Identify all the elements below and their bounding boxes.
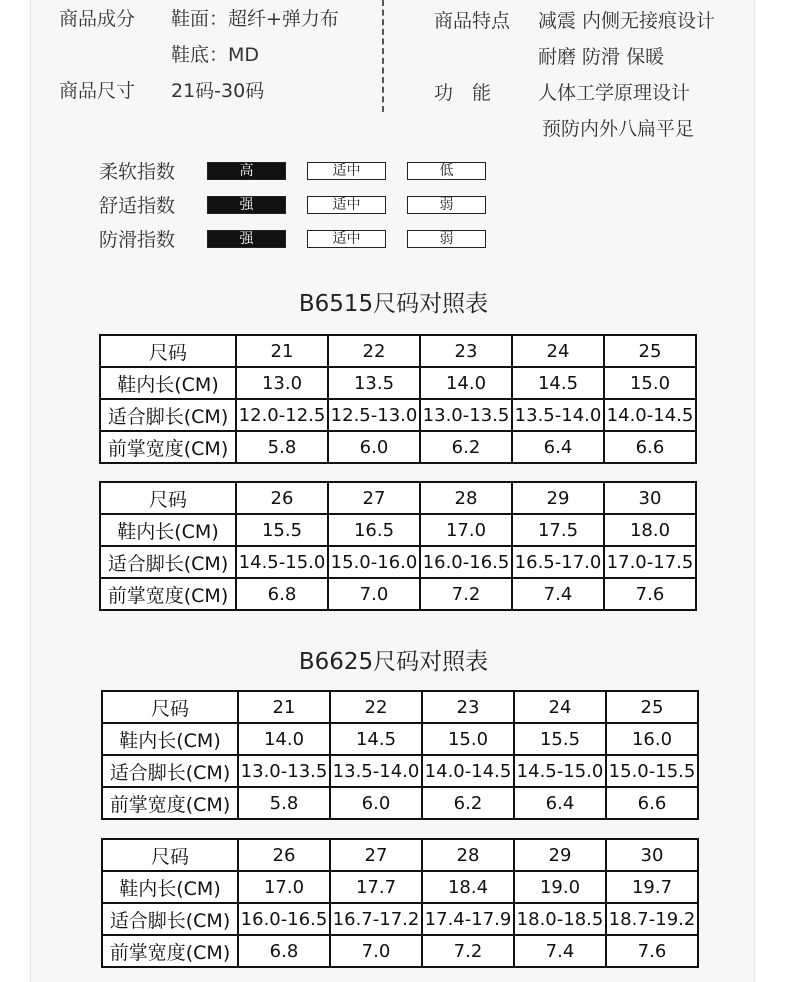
value-cell: 17.4-17.9	[422, 903, 514, 935]
table-row	[100, 335, 696, 367]
value-cell: 16.0-16.5	[420, 546, 512, 578]
value-cell: 6.6	[606, 787, 698, 819]
composition-label: 商品成分	[59, 8, 136, 30]
row-label-cell: 适合脚长(CM)	[102, 903, 238, 935]
index-option: 强	[207, 196, 286, 214]
value-cell: 6.8	[238, 935, 330, 967]
value-cell: 17.5	[512, 514, 604, 546]
size-cell: 30	[606, 839, 698, 871]
value-cell: 14.5-15.0	[514, 755, 606, 787]
value-cell: 6.4	[514, 787, 606, 819]
value-cell: 6.2	[422, 787, 514, 819]
b6625-size-table-1	[101, 690, 699, 820]
size-range: 21码-30码	[171, 80, 265, 102]
value-cell: 14.0	[420, 367, 512, 399]
size-cell: 25	[604, 335, 696, 367]
value-cell: 17.7	[330, 871, 422, 903]
b6625-chart-title: B6625尺码对照表	[298, 649, 489, 675]
row-label-cell: 鞋内长(CM)	[100, 514, 236, 546]
value-cell: 16.0	[606, 723, 698, 755]
size-cell: 29	[514, 839, 606, 871]
value-cell: 6.4	[512, 431, 604, 463]
value-cell: 12.5-13.0	[328, 399, 420, 431]
value-cell: 5.8	[238, 787, 330, 819]
size-cell: 23	[420, 335, 512, 367]
function-line-2: 预防内外八扁平足	[542, 118, 695, 140]
function-label: 功 能	[434, 82, 492, 104]
row-label-cell: 适合脚长(CM)	[100, 399, 236, 431]
value-cell: 17.0-17.5	[604, 546, 696, 578]
table-row	[102, 903, 698, 935]
table-row	[100, 399, 696, 431]
index-option: 高	[207, 162, 286, 180]
value-cell: 7.2	[422, 935, 514, 967]
value-cell: 6.6	[604, 431, 696, 463]
size-cell: 30	[604, 482, 696, 514]
size-cell: 22	[328, 335, 420, 367]
upper-material: 鞋面：超纤+弹力布	[171, 8, 339, 30]
size-cell: 26	[238, 839, 330, 871]
b6515-size-table-2	[99, 481, 697, 611]
index-label: 防滑指数	[99, 229, 176, 251]
index-option: 适中	[307, 162, 386, 180]
value-cell: 15.5	[236, 514, 328, 546]
value-cell: 14.5-15.0	[236, 546, 328, 578]
row-label-cell: 鞋内长(CM)	[102, 871, 238, 903]
size-cell: 24	[512, 335, 604, 367]
b6625-size-table-2	[101, 838, 699, 968]
table-row	[102, 691, 698, 723]
row-label-cell: 前掌宽度(CM)	[102, 787, 238, 819]
table-row	[100, 482, 696, 514]
value-cell: 13.5-14.0	[512, 399, 604, 431]
table-row	[100, 578, 696, 610]
function-line-1: 人体工学原理设计	[538, 82, 691, 104]
value-cell: 13.5-14.0	[330, 755, 422, 787]
size-cell: 28	[420, 482, 512, 514]
value-cell: 19.7	[606, 871, 698, 903]
table-row	[100, 514, 696, 546]
value-cell: 6.2	[420, 431, 512, 463]
index-option: 适中	[307, 230, 386, 248]
value-cell: 19.0	[514, 871, 606, 903]
value-cell: 16.5-17.0	[512, 546, 604, 578]
value-cell: 14.5	[330, 723, 422, 755]
table-row	[102, 755, 698, 787]
index-option: 弱	[407, 196, 486, 214]
size-label: 商品尺寸	[59, 80, 136, 102]
row-label-cell: 鞋内长(CM)	[102, 723, 238, 755]
size-cell: 21	[238, 691, 330, 723]
table-row	[102, 871, 698, 903]
row-label-cell: 前掌宽度(CM)	[102, 935, 238, 967]
index-option: 强	[207, 230, 286, 248]
value-cell: 15.0	[604, 367, 696, 399]
value-cell: 14.0-14.5	[604, 399, 696, 431]
value-cell: 14.0	[238, 723, 330, 755]
index-label: 柔软指数	[99, 161, 176, 183]
value-cell: 14.5	[512, 367, 604, 399]
size-cell: 26	[236, 482, 328, 514]
value-cell: 12.0-12.5	[236, 399, 328, 431]
size-cell: 25	[606, 691, 698, 723]
size-cell: 23	[422, 691, 514, 723]
value-cell: 17.0	[238, 871, 330, 903]
table-row	[100, 546, 696, 578]
table-row	[102, 935, 698, 967]
b6515-chart-title: B6515尺码对照表	[298, 291, 489, 317]
value-cell: 14.0-14.5	[422, 755, 514, 787]
sole-material: 鞋底：MD	[171, 44, 260, 66]
value-cell: 18.0-18.5	[514, 903, 606, 935]
value-cell: 15.0-16.0	[328, 546, 420, 578]
value-cell: 17.0	[420, 514, 512, 546]
size-header-cell: 尺码	[102, 839, 238, 871]
value-cell: 18.4	[422, 871, 514, 903]
size-cell: 24	[514, 691, 606, 723]
value-cell: 15.5	[514, 723, 606, 755]
value-cell: 13.0-13.5	[238, 755, 330, 787]
value-cell: 13.5	[328, 367, 420, 399]
value-cell: 6.0	[328, 431, 420, 463]
value-cell: 18.7-19.2	[606, 903, 698, 935]
value-cell: 7.6	[604, 578, 696, 610]
value-cell: 15.0-15.5	[606, 755, 698, 787]
size-cell: 27	[328, 482, 420, 514]
size-cell: 21	[236, 335, 328, 367]
size-cell: 22	[330, 691, 422, 723]
size-header-cell: 尺码	[102, 691, 238, 723]
value-cell: 15.0	[422, 723, 514, 755]
table-row	[102, 839, 698, 871]
row-label-cell: 适合脚长(CM)	[100, 546, 236, 578]
table-row	[102, 787, 698, 819]
value-cell: 13.0	[236, 367, 328, 399]
index-option: 弱	[407, 230, 486, 248]
row-label-cell: 前掌宽度(CM)	[100, 578, 236, 610]
row-label-cell: 鞋内长(CM)	[100, 367, 236, 399]
table-row	[100, 367, 696, 399]
value-cell: 16.5	[328, 514, 420, 546]
value-cell: 16.0-16.5	[238, 903, 330, 935]
index-label: 舒适指数	[99, 195, 176, 217]
value-cell: 7.0	[328, 578, 420, 610]
size-header-cell: 尺码	[100, 482, 236, 514]
row-label-cell: 适合脚长(CM)	[102, 755, 238, 787]
value-cell: 5.8	[236, 431, 328, 463]
index-option: 适中	[307, 196, 386, 214]
value-cell: 6.0	[330, 787, 422, 819]
value-cell: 13.0-13.5	[420, 399, 512, 431]
value-cell: 7.4	[514, 935, 606, 967]
value-cell: 7.6	[606, 935, 698, 967]
table-row	[102, 723, 698, 755]
size-guide-page	[30, 0, 755, 982]
b6515-size-table-1	[99, 334, 697, 464]
table-row	[100, 431, 696, 463]
features-line-1: 减震 内侧无接痕设计	[538, 10, 716, 32]
features-label: 商品特点	[434, 10, 511, 32]
row-label-cell: 前掌宽度(CM)	[100, 431, 236, 463]
index-option: 低	[407, 162, 486, 180]
features-line-2: 耐磨 防滑 保暖	[538, 46, 665, 68]
size-header-cell: 尺码	[100, 335, 236, 367]
size-cell: 27	[330, 839, 422, 871]
size-cell: 28	[422, 839, 514, 871]
value-cell: 18.0	[604, 514, 696, 546]
value-cell: 16.7-17.2	[330, 903, 422, 935]
spec-divider	[382, 0, 384, 112]
value-cell: 6.8	[236, 578, 328, 610]
value-cell: 7.0	[330, 935, 422, 967]
value-cell: 7.2	[420, 578, 512, 610]
size-cell: 29	[512, 482, 604, 514]
value-cell: 7.4	[512, 578, 604, 610]
